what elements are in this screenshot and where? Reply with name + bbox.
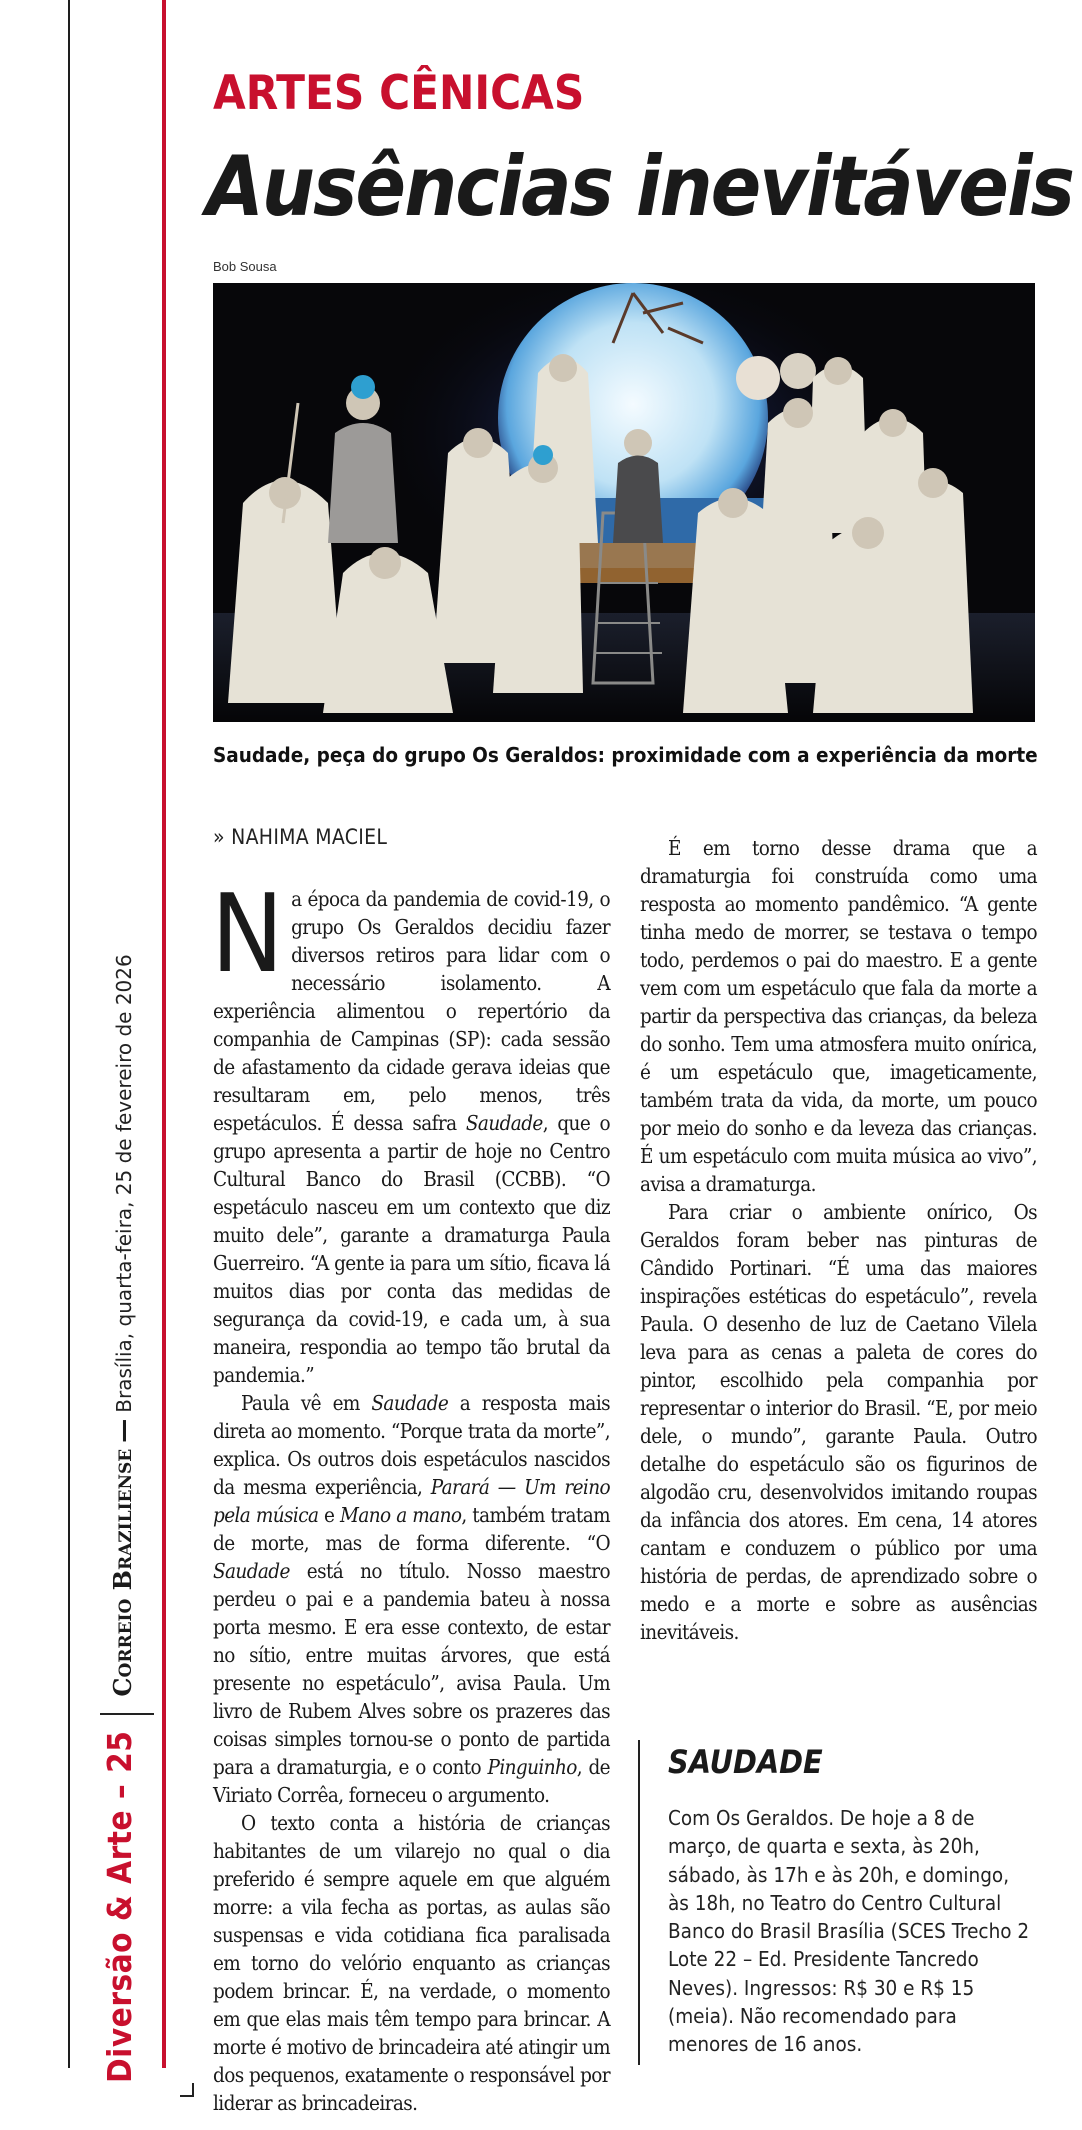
folio-section: Diversão & Arte – 25 xyxy=(100,1730,139,2083)
folio-divider xyxy=(100,1713,154,1715)
paragraph-4: É em torno desse drama que a dramaturgia foi construída como uma resposta ao momento pandêmico. “A gente tinha medo de morrer, se testava o tempo todo, perdemos o pai do maestro. E a gente vem com um espetáculo que fala da morte a partir da perspectiva das crianças, da beleza do sonho. Tem uma atmosfera muito onírica, é um espetáculo que, imageticamente, também trata da vida, da morte, um pouco por meio do sonho e da leveza das crianças. É um espetáculo com muita música ao vivo”, avisa a dramaturga. xyxy=(640,836,1037,1196)
paragraph-1: Na época da pandemia de covid-19, o grupo Os Geraldos decidiu fazer diversos retiros para lidar com o necessário isolamento. A experiência alimentou o repertório da companhia de Campinas (SP): cada sessão de afastamento da cidade gerava ideias que resultaram em, pelo menos, três espetáculos. É dessa safra Saudade, que o grupo apresenta a partir de hoje no Centro Cultural Banco do Brasil (CCBB). “O espetáculo nasceu em um contexto que diz muito dele”, garante a dramaturga Paula Guerreiro. “A gente ia para um sítio, ficava lá muitos dias por conta das medidas de segurança da covid-19, e cada um, à sua maneira, respondia ao tempo tão brutal da pandemia.” xyxy=(211,872,611,1387)
folio-dash: — xyxy=(109,1418,137,1443)
page-folio xyxy=(100,954,154,2083)
byline: » NAHIMA MACIEL xyxy=(213,825,388,849)
paragraph-2: Paula vê em Saudade a resposta mais direta ao momento. “Porque trata da morte”, explica. Os outros dois espetáculos nascidos da mesma experiência, Parará — Um reino pela música e Mano a mano, também tratam de morte, mas de forma diferente. “O Saudade está no título. Nosso maestro perdeu o pai e a pandemia bateu à nossa porta mesmo. E era esse contexto, de estar no sítio, entre muitas árvores, que está presente no espetáculo”, avisa Paula. Um livro de Rubem Alves sobre os prazeres das coisas simples tornou-se o ponto de partida para a dramaturgia, e o conto Pinguinho, de Viriato Corrêa, forneceu o argumento. xyxy=(213,1391,610,1807)
section-kicker: ARTES CÊNICAS xyxy=(213,66,585,121)
drop-cap: N xyxy=(211,872,284,997)
paragraph-3: O texto conta a história de crianças habitantes de um vilarejo no qual o dia preferido é sempre aquele em que alguém morre: a vila fecha as portas, as aulas são suspensas e vida cotidiana fica paralisada em torno do velório enquanto as crianças podem brincar. É, na verdade, o momento em que elas mais têm tempo para brincar. A morte é motivo de brincadeira até atingir um dos pequenos, exatamente o responsável por liderar as brincadeiras. xyxy=(213,1811,610,2115)
stage-photo xyxy=(213,283,1035,722)
section-color-rule xyxy=(162,0,166,2068)
infobox-title: SAUDADE xyxy=(668,1743,823,1781)
infobox-body: Com Os Geraldos. De hoje a 8 de março, de quarta e sexta, às 20h, sábado, às 17h e às 20h, e domingo, às 18h, no Teatro do Centro Cultural Banco do Brasil Brasília (SCES Trecho 2 Lote 22 – Ed. Presidente Tancredo Neves). Ingressos: R$ 30 e R$ 15 (meia). Não recomendado para menores de 16 anos. xyxy=(668,1806,1030,2057)
folio-date: Brasília, quarta-feira, 25 de fevereiro de 2026 xyxy=(112,954,136,1413)
corner-crop-mark xyxy=(180,2083,194,2097)
article-column-1 xyxy=(211,872,611,2117)
margin-rule xyxy=(68,0,70,2068)
folio-newspaper-name: Correio Braziliense xyxy=(108,1448,137,1697)
photo-caption: Saudade, peça do grupo Os Geraldos: proximidade com a experiência da morte xyxy=(213,743,1038,767)
infobox-rule xyxy=(638,1740,640,2065)
photo-credit: Bob Sousa xyxy=(213,259,277,274)
article-column-2 xyxy=(640,834,1037,1646)
headline: Ausências inevitáveis xyxy=(206,138,1073,235)
paragraph-5: Para criar o ambiente onírico, Os Geraldos foram beber nas pinturas de Cândido Portinari. “É uma das maiores inspirações estéticas do espetáculo”, revela Paula. O desenho de luz de Caetano Vilela leva para as cenas a paleta de cores do pintor, escolhido pela companhia por representar o interior do Brasil. “E, por meio dele, o mundo”, garante Paula. Outro detalhe do espetáculo são os figurinos de algodão cru, desenvolvidos imitando roupas da infância dos atores. Em cena, 14 atores cantam e conduzem o público por uma história de perdas, de aprendizado sobre o medo e a morte e sobre as ausências inevitáveis. xyxy=(640,1200,1037,1644)
